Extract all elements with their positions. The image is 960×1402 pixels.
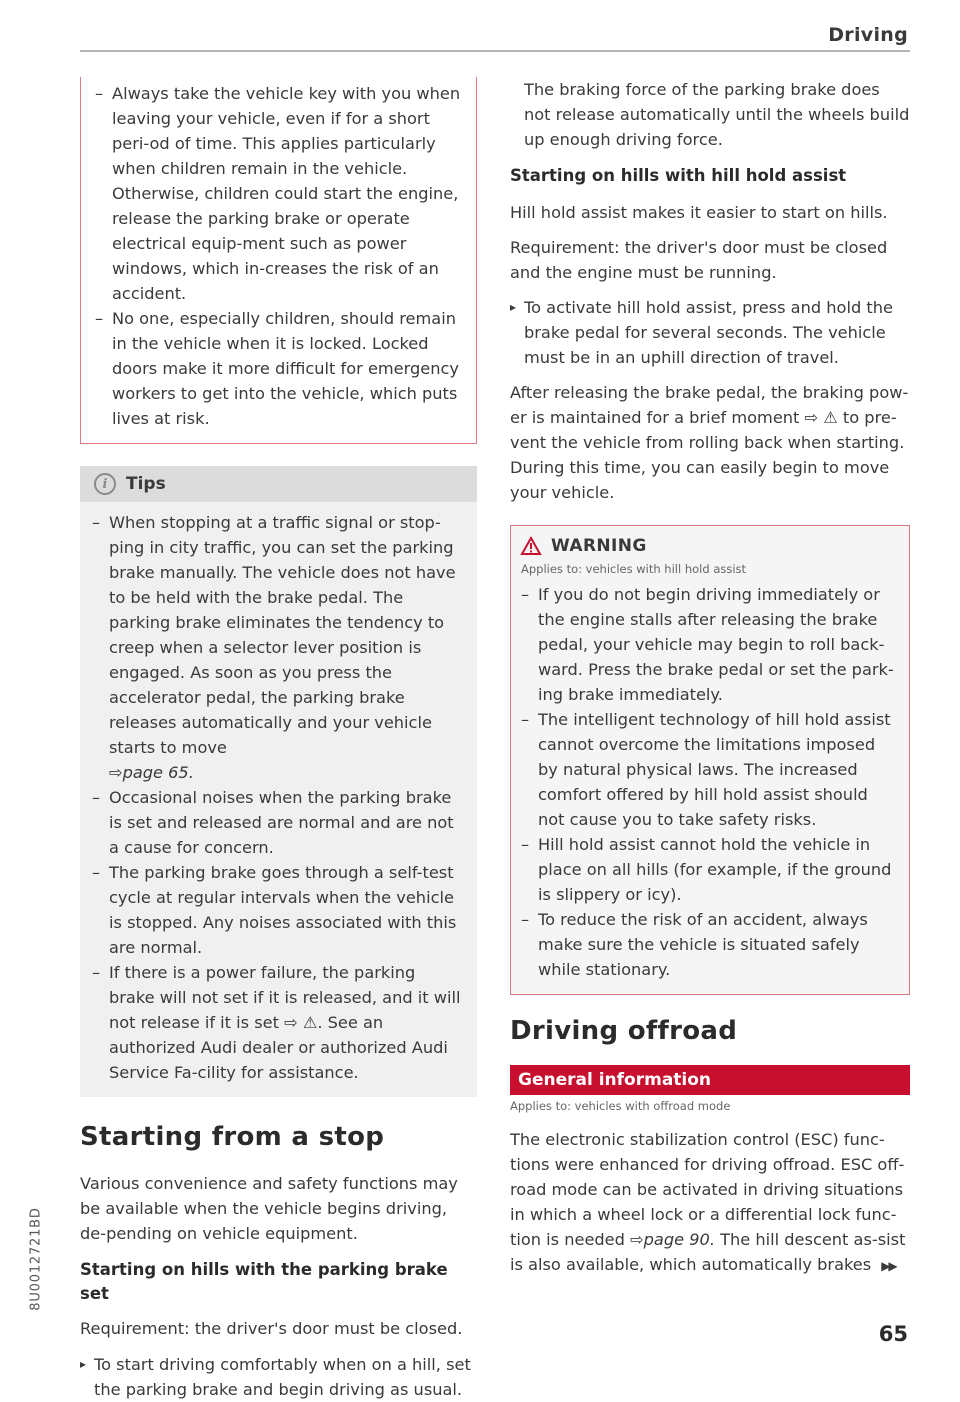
paragraph: Requirement: the driver's door must be closed and the engine must be running.	[510, 238, 888, 282]
warning-list	[521, 582, 899, 982]
intro-paragraph: Various convenience and safety functions may be available when the vehicle begins driving, de-pending on vehicle equipment.	[80, 1174, 458, 1243]
requirement-text: Requirement: the driver's door must be closed.	[80, 1319, 463, 1338]
paragraph: Hill hold assist makes it easier to start on hills.	[510, 203, 888, 222]
header-rule	[80, 50, 910, 52]
list-item: – The intelligent technology of hill hold assist cannot overcome the limitations imposed by natural physical laws. The increased comfort offered by hill hold assist should not cause you to take safety risks.	[521, 707, 899, 832]
list-item: – The parking brake goes through a self-test cycle at regular intervals when the vehicle is stopped. Any noises associated with this are normal.	[92, 860, 465, 960]
paragraph: After releasing the brake pedal, the braking pow-er is maintained for a brief moment ⇨ ⚠ to pre-vent the vehicle from rolling back when starting. During this time, you can easily begin to move your vehicle.	[510, 383, 909, 502]
tips-body	[80, 502, 477, 1097]
subheading: Starting on hills with the parking brake set	[80, 1260, 448, 1303]
left-column	[80, 77, 477, 1402]
section-heading: Starting from a stop	[80, 1122, 385, 1152]
section-heading: Driving offroad	[510, 1016, 738, 1046]
paragraph-text: The hill descent as-sist is also available, which automatically brakes	[510, 1230, 906, 1274]
list-item: – If there is a power failure, the parking brake will not set if it is released, and it will not release if it is set ⇨ ⚠. See an authorized Audi dealer or authorized Audi Service Fa-cility for assistance.	[92, 960, 465, 1085]
list-item	[92, 510, 465, 785]
page-reference-link[interactable]: ⇨page 65.	[109, 763, 194, 782]
warning-title: WARNING	[551, 536, 647, 556]
tips-list	[92, 510, 465, 1085]
list-item: – Occasional noises when the parking brake is set and released are normal and are not a cause for concern.	[92, 785, 465, 860]
list-item: – To reduce the risk of an accident, always make sure the vehicle is situated safely while stationary.	[521, 907, 899, 982]
warning-continuation-box	[80, 77, 477, 444]
document-code-text: 8U0012721BD	[28, 1207, 44, 1311]
instruction-step: ▸ To activate hill hold assist, press and hold the brake pedal for several seconds. The vehicle must be in an uphill direction of travel.	[510, 295, 910, 370]
list-item: – If you do not begin driving immediately or the engine stalls after releasing the brake pedal, your vehicle may begin to roll back-ward. Press the brake pedal or set the park-ing brake immediately.	[521, 582, 899, 707]
page-reference-link[interactable]: ⇨page 90.	[630, 1230, 715, 1249]
warning-panel	[510, 525, 910, 995]
subsection-band: General information	[510, 1065, 910, 1095]
tips-title: Tips	[126, 474, 166, 494]
paragraph-text: The electronic stabilization control (ESC) func-tions were enhanced for driving offroad. ESC off-road mode can be activated in driving situations in which a wheel lock or a differential lock func-tion is needed	[510, 1130, 905, 1249]
running-header: Driving	[828, 24, 908, 46]
list-item: – Hill hold assist cannot hold the vehicle in place on all hills (for example, if the ground is slippery or icy).	[521, 832, 899, 907]
paragraph	[510, 1127, 910, 1279]
applies-to-note: Applies to: vehicles with hill hold assist	[521, 562, 747, 576]
paragraph: The braking force of the parking brake does not release automatically until the wheels build up enough driving force.	[524, 80, 910, 149]
warning-header	[521, 536, 899, 556]
warning-continuation-list	[95, 81, 464, 431]
page-number: 65	[878, 1322, 908, 1346]
info-icon: i	[94, 473, 116, 495]
tip-text: When stopping at a traffic signal or stop-ping in city traffic, you can set the parking brake manually. The vehicle does not have to be held with the brake pedal. The parking brake eliminates the tendency to creep when a selector lever position is engaged. As soon as you press the accelerator pedal, the parking brake releases automatically and your vehicle starts to move	[109, 513, 456, 757]
instruction-step: ▸ To start driving comfortably when on a hill, set the parking brake and begin driving as usual.	[80, 1352, 477, 1402]
continue-arrow-icon: ▶▶	[881, 1259, 896, 1273]
subheading: Starting on hills with hill hold assist	[510, 166, 847, 185]
document-code	[26, 1184, 46, 1334]
list-item: – No one, especially children, should remain in the vehicle when it is locked. Locked doors make it more difficult for emergency workers to get into the vehicle, which puts lives at risk.	[95, 306, 464, 431]
applies-to-note: Applies to: vehicles with offroad mode	[510, 1099, 731, 1113]
right-column	[510, 77, 910, 1279]
list-item: – Always take the vehicle key with you when leaving your vehicle, even if for a short peri-od of time. This applies particularly when children remain in the vehicle. Otherwise, children could start the engine, release the parking brake or operate electrical equip-ment such as power windows, which in-creases the risk of an accident.	[95, 81, 464, 306]
warning-triangle-icon	[521, 537, 541, 555]
tips-header	[80, 466, 477, 502]
